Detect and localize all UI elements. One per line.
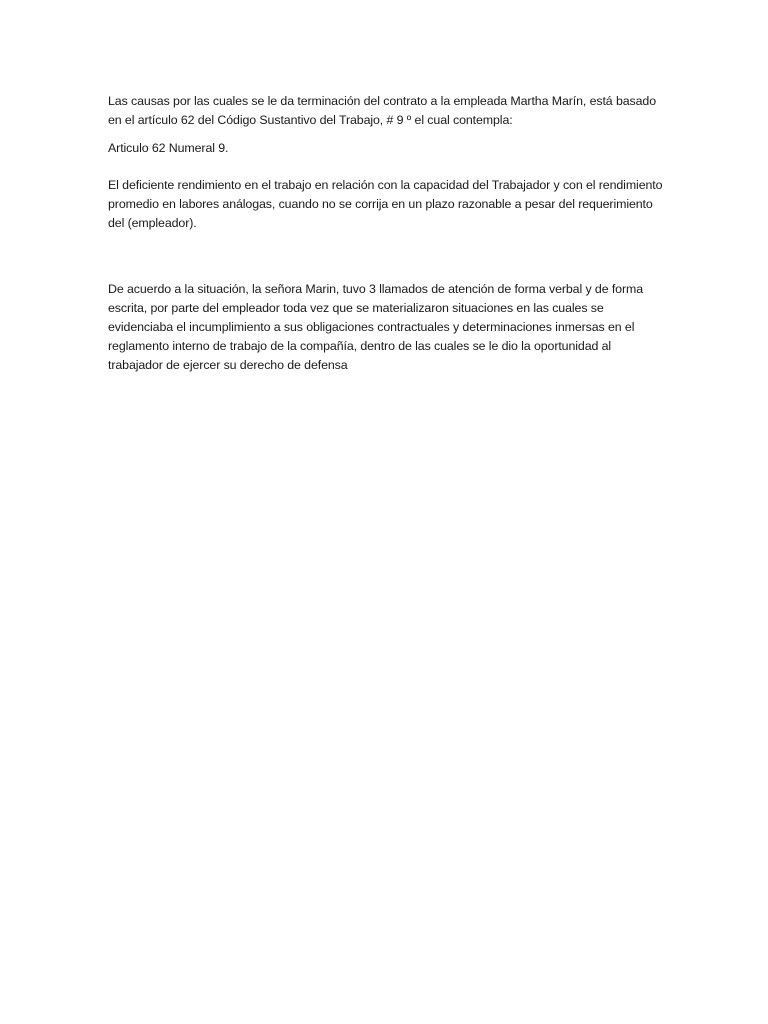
paragraph-situation: De acuerdo a la situación, la señora Marin, tuvo 3 llamados de atención de forma verbal y de forma escrita, por parte del empleador toda vez que se materializaron situaciones en las cuales se evidenciaba el incumplimiento a sus obligaciones contractuales y determinaciones inmersas en el reglamento interno de trabajo de la compañía, dentro de las cuales se le dio la oportunidad al trabajador de ejercer su derecho de defensa: [108, 282, 643, 372]
paragraph-article-heading: Articulo 62 Numeral 9.: [108, 141, 229, 155]
paragraph-article-text: El deficiente rendimiento en el trabajo en relación con la capacidad del Trabajador y con el rendimiento promedio en labores análogas, cuando no se corrija en un plazo razonable a pesar del requerimiento del (empleador).: [108, 178, 663, 230]
paragraph-termination-causes: Las causas por las cuales se le da terminación del contrato a la empleada Martha Marín, está basado en el artículo 62 del Código Sustantivo del Trabajo, # 9 º el cual contempla:: [108, 94, 656, 127]
